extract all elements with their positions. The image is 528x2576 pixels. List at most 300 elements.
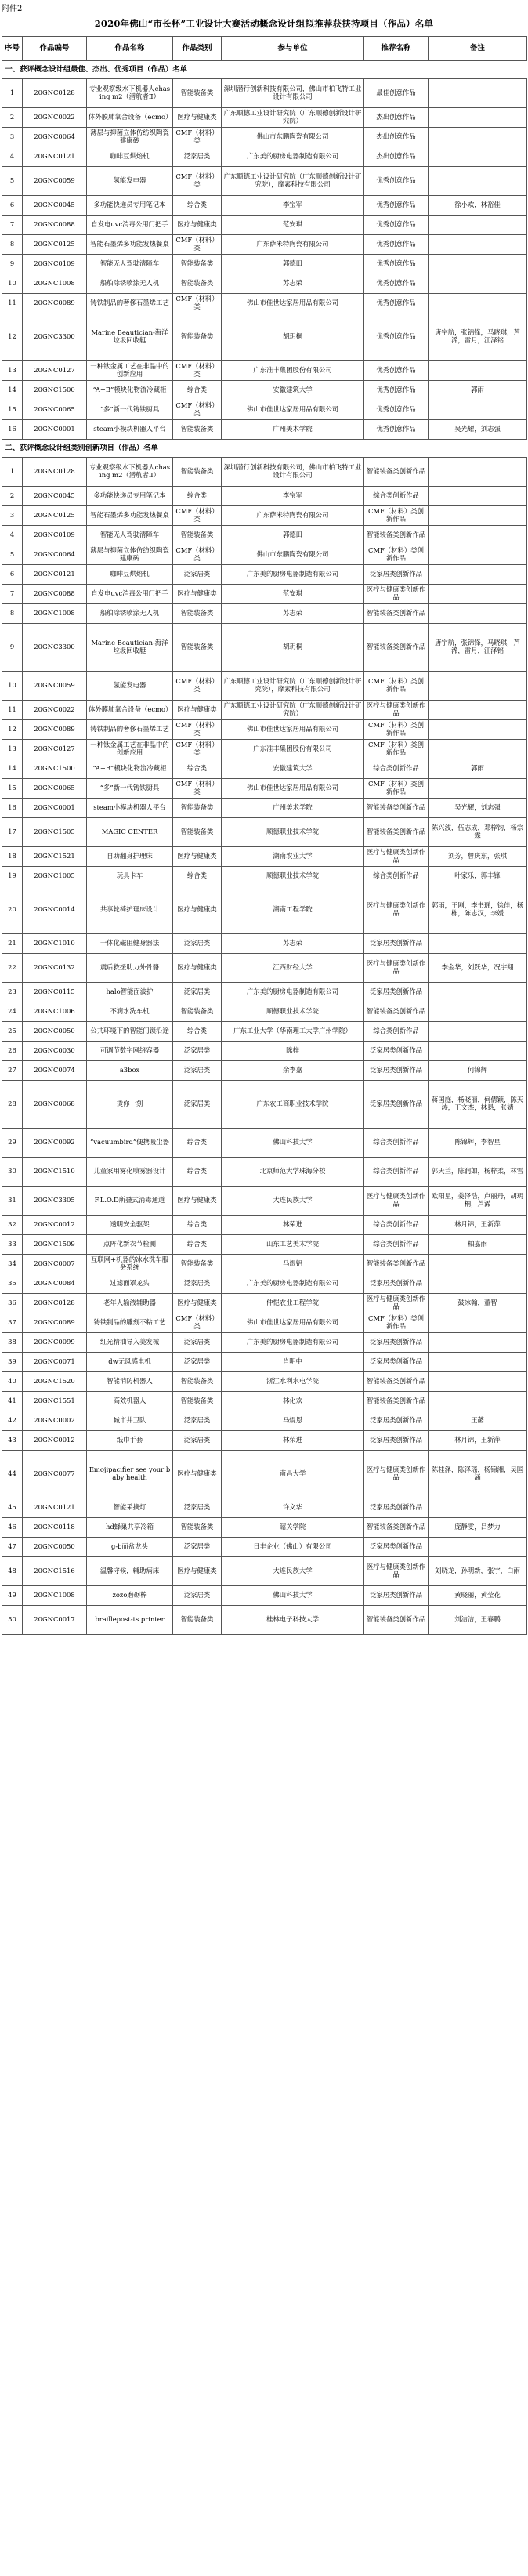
cell-category: 泛家居类 [173, 1411, 222, 1431]
table-row [2, 167, 527, 196]
cell-index: 43 [2, 1431, 23, 1451]
table-row [2, 526, 527, 545]
cell-category: 智能装备类 [173, 799, 222, 818]
cell-recommendation: 综合类创新作品 [364, 1022, 429, 1042]
cell-name: 玩具卡车 [87, 867, 173, 886]
cell-index: 34 [2, 1255, 23, 1274]
table-row [2, 1022, 527, 1042]
cell-recommendation: 杰出创意作品 [364, 108, 429, 128]
table-row [2, 420, 527, 440]
cell-code: 20GNC0089 [23, 720, 87, 740]
cell-organization: 广东萨米特陶瓷有限公司 [222, 235, 364, 255]
cell-recommendation: 优秀创意作品 [364, 381, 429, 400]
cell-remarks: 刘晓龙，孙明新，张宇，白雨 [429, 1557, 527, 1586]
cell-category: 泛家居类 [173, 983, 222, 1002]
cell-code: 20GNC0088 [23, 585, 87, 604]
cell-name: g-b面盆龙头 [87, 1538, 173, 1557]
cell-index: 12 [2, 313, 23, 361]
cell-organization: 林化欢 [222, 1392, 364, 1411]
cell-category: 医疗与健康类 [173, 701, 222, 720]
table-row [2, 128, 527, 147]
cell-remarks [429, 1372, 527, 1392]
cell-name: a3box [87, 1061, 173, 1081]
cell-index: 16 [2, 799, 23, 818]
table-row [2, 1333, 527, 1353]
table-row [2, 799, 527, 818]
cell-organization: 广东美的厨房电器制造有限公司 [222, 147, 364, 167]
cell-remarks: 何锦辉 [429, 1061, 527, 1081]
cell-code: 20GNC1008 [23, 604, 87, 624]
cell-recommendation: 综合类创新作品 [364, 1158, 429, 1187]
cell-name: 可调节数字网络容器 [87, 1042, 173, 1061]
cell-recommendation: 综合类创新作品 [364, 1216, 429, 1235]
cell-recommendation: 综合类创新作品 [364, 1129, 429, 1158]
cell-category: CMF（材料）类 [173, 545, 222, 565]
cell-index: 33 [2, 1235, 23, 1255]
cell-category: 医疗与健康类 [173, 216, 222, 235]
annex-label: 附件2 [2, 5, 23, 13]
table-row [2, 1187, 527, 1216]
cell-remarks [429, 167, 527, 196]
table-row [2, 1538, 527, 1557]
cell-remarks [429, 274, 527, 294]
cell-index: 13 [2, 361, 23, 381]
cell-category: 泛家居类 [173, 147, 222, 167]
cell-category: 泛家居类 [173, 1353, 222, 1372]
cell-organization: 佛山科技大学 [222, 1129, 364, 1158]
cell-code: 20GNC0022 [23, 108, 87, 128]
cell-category: 医疗与健康类 [173, 108, 222, 128]
cell-organization: 郭德田 [222, 255, 364, 274]
cell-name: dw无风感电机 [87, 1353, 173, 1372]
cell-recommendation: 泛家居类创新作品 [364, 1274, 429, 1294]
cell-index: 40 [2, 1372, 23, 1392]
table-row [2, 1255, 527, 1274]
cell-recommendation: 优秀创意作品 [364, 196, 429, 216]
cell-organization: 深圳潜行创新科技有限公司，佛山市柏飞特工业设计有限公司 [222, 458, 364, 487]
cell-index: 39 [2, 1353, 23, 1372]
cell-organization: 广东顺德工业设计研究院（广东顺德创新设计研究院） [222, 701, 364, 720]
table-row [2, 740, 527, 759]
cell-remarks: 陈锦辉，李智星 [429, 1129, 527, 1158]
cell-name: 一种钛金属工艺在非晶中的创新应用 [87, 361, 173, 381]
cell-category: 综合类 [173, 1158, 222, 1187]
cell-name: “多”新一代铸铁厨具 [87, 779, 173, 799]
cell-name: F.L.O.D所叠式消毒通道 [87, 1187, 173, 1216]
cell-index: 8 [2, 235, 23, 255]
cell-code: 20GNC0071 [23, 1353, 87, 1372]
cell-remarks [429, 1022, 527, 1042]
table-row [2, 604, 527, 624]
table-row [2, 585, 527, 604]
cell-remarks: 吴光耀，刘志强 [429, 420, 527, 440]
cell-code: 20GNC0074 [23, 1061, 87, 1081]
cell-recommendation: 泛家居类创新作品 [364, 1061, 429, 1081]
cell-code: 20GNC0109 [23, 255, 87, 274]
cell-remarks [429, 1274, 527, 1294]
cell-code: 20GNC0132 [23, 954, 87, 983]
cell-recommendation: 医疗与健康类创新作品 [364, 1451, 429, 1498]
cell-organization: 湖南工程学院 [222, 886, 364, 934]
cell-name: 氢能发电器 [87, 167, 173, 196]
cell-recommendation: 优秀创意作品 [364, 216, 429, 235]
cell-category: 智能装备类 [173, 1606, 222, 1635]
table-row [2, 274, 527, 294]
cell-name: 震后救援助力外骨骼 [87, 954, 173, 983]
cell-remarks [429, 506, 527, 526]
cell-code: 20GNC0065 [23, 779, 87, 799]
cell-recommendation: 优秀创意作品 [364, 294, 429, 313]
cell-category: 智能装备类 [173, 313, 222, 361]
cell-code: 20GNC0121 [23, 1498, 87, 1518]
cell-code: 20GNC0001 [23, 420, 87, 440]
cell-organization: 深圳潜行创新科技有限公司，佛山市柏飞特工业设计有限公司 [222, 79, 364, 108]
cell-recommendation: 医疗与健康类创新作品 [364, 701, 429, 720]
cell-code: 20GNC0115 [23, 983, 87, 1002]
cell-recommendation: CMF（材料）类创新作品 [364, 545, 429, 565]
cell-index: 3 [2, 128, 23, 147]
project-table [2, 36, 527, 1635]
cell-index: 10 [2, 274, 23, 294]
cell-category: 智能装备类 [173, 624, 222, 672]
cell-category: 智能装备类 [173, 604, 222, 624]
cell-remarks [429, 147, 527, 167]
table-row [2, 400, 527, 420]
cell-recommendation: 医疗与健康类创新作品 [364, 954, 429, 983]
cell-name: 船舶除锈喷涂无人机 [87, 604, 173, 624]
cell-remarks [429, 585, 527, 604]
cell-code: 20GNC0128 [23, 458, 87, 487]
cell-code: 20GNC1500 [23, 381, 87, 400]
cell-remarks [429, 1255, 527, 1274]
cell-recommendation: 综合类创新作品 [364, 867, 429, 886]
cell-category: CMF（材料）类 [173, 361, 222, 381]
table-row [2, 381, 527, 400]
cell-index: 23 [2, 983, 23, 1002]
cell-category: CMF（材料）类 [173, 720, 222, 740]
cell-recommendation: 智能装备类创新作品 [364, 526, 429, 545]
cell-recommendation: CMF（材料）类创新作品 [364, 779, 429, 799]
table-row [2, 506, 527, 526]
cell-remarks: 郭雨 [429, 759, 527, 779]
cell-code: 20GNC0128 [23, 79, 87, 108]
cell-name: 点阵化新衣节检测 [87, 1235, 173, 1255]
cell-code: 20GNC0017 [23, 1606, 87, 1635]
cell-category: 医疗与健康类 [173, 1451, 222, 1498]
cell-remarks [429, 216, 527, 235]
cell-index: 49 [2, 1586, 23, 1606]
cell-recommendation: CMF（材料）类创新作品 [364, 506, 429, 526]
cell-category: 综合类 [173, 1235, 222, 1255]
cell-remarks: 庞静雯，吕梦力 [429, 1518, 527, 1538]
cell-index: 16 [2, 420, 23, 440]
cell-name: MAGIC CENTER [87, 818, 173, 847]
cell-name: 智能无人驾驶清障车 [87, 255, 173, 274]
cell-index: 47 [2, 1538, 23, 1557]
cell-code: 20GNC1505 [23, 818, 87, 847]
cell-recommendation: 泛家居类创新作品 [364, 1353, 429, 1372]
cell-code: 20GNC1008 [23, 1586, 87, 1606]
cell-name: 船舶除锈喷涂无人机 [87, 274, 173, 294]
cell-category: CMF（材料）类 [173, 167, 222, 196]
cell-name: 智能石墨烯多功能发热餐桌 [87, 506, 173, 526]
cell-category: 综合类 [173, 1129, 222, 1158]
table-row [2, 79, 527, 108]
cell-remarks [429, 487, 527, 506]
cell-organization: 范安琪 [222, 216, 364, 235]
cell-name: “A+B”模块化物流冷藏柜 [87, 759, 173, 779]
table-row [2, 954, 527, 983]
cell-remarks [429, 294, 527, 313]
header-cell: 作品名称 [87, 37, 173, 61]
cell-remarks: 刘芳，曾庆东，张琪 [429, 847, 527, 867]
cell-recommendation: 医疗与健康类创新作品 [364, 585, 429, 604]
cell-name: Emojipacifier see your baby health [87, 1451, 173, 1498]
cell-code: 20GNC0022 [23, 701, 87, 720]
cell-recommendation: 智能装备类创新作品 [364, 799, 429, 818]
cell-recommendation: 优秀创意作品 [364, 313, 429, 361]
section-title: 二、获评概念设计组类别创新项目（作品）名单 [2, 440, 527, 458]
cell-index: 9 [2, 624, 23, 672]
cell-organization: 浙江水利水电学院 [222, 1372, 364, 1392]
cell-index: 31 [2, 1187, 23, 1216]
cell-category: 泛家居类 [173, 934, 222, 954]
cell-remarks [429, 720, 527, 740]
cell-name: 智能采摘灯 [87, 1498, 173, 1518]
cell-index: 19 [2, 867, 23, 886]
cell-recommendation: 医疗与健康类创新作品 [364, 847, 429, 867]
cell-organization: 马焜恩 [222, 1411, 364, 1431]
table-row [2, 1498, 527, 1518]
cell-remarks [429, 255, 527, 274]
cell-index: 17 [2, 818, 23, 847]
cell-name: 过滤面罩龙头 [87, 1274, 173, 1294]
cell-code: 20GNC0109 [23, 526, 87, 545]
cell-category: 智能装备类 [173, 526, 222, 545]
table-row [2, 818, 527, 847]
cell-remarks [429, 1042, 527, 1061]
cell-code: 20GNC0045 [23, 196, 87, 216]
cell-organization: 顺德职业技术学院 [222, 867, 364, 886]
cell-code: 20GNC1516 [23, 1557, 87, 1586]
table-row [2, 565, 527, 585]
cell-recommendation: 智能装备类创新作品 [364, 458, 429, 487]
cell-name: 智能消防机器人 [87, 1372, 173, 1392]
cell-category: 综合类 [173, 381, 222, 400]
table-row [2, 294, 527, 313]
cell-code: 20GNC1520 [23, 1372, 87, 1392]
cell-name: 自发电uvc消毒公用门把手 [87, 585, 173, 604]
cell-code: 20GNC0125 [23, 235, 87, 255]
cell-code: 20GNC1509 [23, 1235, 87, 1255]
cell-organization: 北京师范大学珠海分校 [222, 1158, 364, 1187]
cell-index: 22 [2, 954, 23, 983]
cell-code: 20GNC0127 [23, 361, 87, 381]
table-row [2, 255, 527, 274]
cell-name: 老年人输液辅助器 [87, 1294, 173, 1313]
cell-recommendation: 泛家居类创新作品 [364, 934, 429, 954]
cell-category: 智能装备类 [173, 1002, 222, 1022]
table-row [2, 847, 527, 867]
cell-organization: 佛山科技大学 [222, 1586, 364, 1606]
cell-index: 38 [2, 1333, 23, 1353]
cell-code: 20GNC0077 [23, 1451, 87, 1498]
cell-index: 20 [2, 886, 23, 934]
cell-code: 20GNC1010 [23, 934, 87, 954]
cell-remarks [429, 458, 527, 487]
cell-category: CMF（材料）类 [173, 294, 222, 313]
cell-index: 13 [2, 740, 23, 759]
cell-category: 综合类 [173, 1216, 222, 1235]
cell-index: 26 [2, 1042, 23, 1061]
cell-index: 15 [2, 779, 23, 799]
cell-recommendation: 泛家居类创新作品 [364, 1498, 429, 1518]
cell-code: 20GNC1510 [23, 1158, 87, 1187]
table-row [2, 720, 527, 740]
table-row [2, 1002, 527, 1022]
cell-code: 20GNC0088 [23, 216, 87, 235]
table-row [2, 1216, 527, 1235]
cell-organization: 陈梓 [222, 1042, 364, 1061]
cell-code: 20GNC1006 [23, 1002, 87, 1022]
cell-recommendation: 泛家居类创新作品 [364, 1042, 429, 1061]
table-row [2, 934, 527, 954]
cell-recommendation: 泛家居类创新作品 [364, 1538, 429, 1557]
cell-category: 智能装备类 [173, 1372, 222, 1392]
cell-recommendation: 智能装备类创新作品 [364, 1392, 429, 1411]
cell-code: 20GNC1521 [23, 847, 87, 867]
cell-name: 多功能快递员专用笔记本 [87, 487, 173, 506]
cell-index: 11 [2, 701, 23, 720]
table-row [2, 216, 527, 235]
table-row [2, 458, 527, 487]
cell-organization: 安徽建筑大学 [222, 759, 364, 779]
cell-remarks [429, 740, 527, 759]
table-row [2, 1586, 527, 1606]
cell-index: 6 [2, 565, 23, 585]
cell-recommendation: 智能装备类创新作品 [364, 818, 429, 847]
cell-organization: 顺德职业技术学院 [222, 818, 364, 847]
cell-organization: 桂林电子科技大学 [222, 1606, 364, 1635]
cell-remarks [429, 400, 527, 420]
cell-recommendation: 综合类创新作品 [364, 487, 429, 506]
cell-category: 智能装备类 [173, 255, 222, 274]
cell-organization: 佛山市佳世达家居用品有限公司 [222, 400, 364, 420]
cell-recommendation: 智能装备类创新作品 [364, 624, 429, 672]
table-row [2, 1353, 527, 1372]
cell-category: 综合类 [173, 487, 222, 506]
cell-code: 20GNC1008 [23, 274, 87, 294]
cell-index: 18 [2, 847, 23, 867]
table-row [2, 1431, 527, 1451]
table-row [2, 779, 527, 799]
cell-remarks: 王菡 [429, 1411, 527, 1431]
cell-category: 智能装备类 [173, 274, 222, 294]
table-row [2, 361, 527, 381]
cell-index: 50 [2, 1606, 23, 1635]
cell-recommendation: 智能装备类创新作品 [364, 1518, 429, 1538]
cell-name: 互联网+机器的冰水洗车服务系统 [87, 1255, 173, 1274]
cell-remarks: 唐宇航，张锦锋，马晓琪，芦浠，雷月，江泽铭 [429, 313, 527, 361]
section-header-row [2, 440, 527, 458]
cell-name: 体外膜肺氧合设备（ecmo） [87, 108, 173, 128]
cell-remarks [429, 79, 527, 108]
cell-code: 20GNC0127 [23, 740, 87, 759]
cell-name: 智能无人驾驶清障车 [87, 526, 173, 545]
cell-category: 医疗与健康类 [173, 1187, 222, 1216]
cell-name: 烫你一刻 [87, 1081, 173, 1129]
cell-organization: 广东顺德工业设计研究院（广东顺德创新设计研究院），摩素科技有限公司 [222, 167, 364, 196]
cell-remarks: 陈桂泽，陈泽瑶，杨锦湘，吴国涵 [429, 1451, 527, 1498]
cell-index: 9 [2, 255, 23, 274]
cell-index: 36 [2, 1294, 23, 1313]
cell-index: 21 [2, 934, 23, 954]
cell-recommendation: 智能装备类创新作品 [364, 1606, 429, 1635]
cell-name: 专业观察级水下机器人chasing m2（潜航者Ⅱ） [87, 458, 173, 487]
cell-name: 不滴水洗车机 [87, 1002, 173, 1022]
cell-code: 20GNC0012 [23, 1216, 87, 1235]
cell-remarks [429, 1353, 527, 1372]
cell-recommendation: 优秀创意作品 [364, 420, 429, 440]
cell-name: 多功能快递员专用笔记本 [87, 196, 173, 216]
cell-index: 46 [2, 1518, 23, 1538]
cell-organization: 李宝军 [222, 487, 364, 506]
cell-name: 一体化磁阻健身器法 [87, 934, 173, 954]
cell-index: 7 [2, 216, 23, 235]
header-cell: 序号 [2, 37, 23, 61]
cell-code: 20GNC0089 [23, 294, 87, 313]
table-row [2, 313, 527, 361]
cell-index: 24 [2, 1002, 23, 1022]
cell-name: “vacuumbird”便携吸尘器 [87, 1129, 173, 1158]
cell-organization: 广东美的厨房电器制造有限公司 [222, 1333, 364, 1353]
cell-recommendation: 泛家居类创新作品 [364, 1431, 429, 1451]
cell-name: 温馨守候，辅助病床 [87, 1557, 173, 1586]
cell-index: 7 [2, 585, 23, 604]
cell-name: zozo磨砺棒 [87, 1586, 173, 1606]
cell-index: 29 [2, 1129, 23, 1158]
cell-recommendation: 优秀创意作品 [364, 235, 429, 255]
cell-category: CMF（材料）类 [173, 400, 222, 420]
cell-index: 2 [2, 487, 23, 506]
cell-name: Marine Beautician-海洋垃圾回收艇 [87, 313, 173, 361]
cell-name: 透明安全驱架 [87, 1216, 173, 1235]
cell-organization: 余李嘉 [222, 1061, 364, 1081]
cell-remarks [429, 1002, 527, 1022]
cell-index: 4 [2, 526, 23, 545]
cell-index: 37 [2, 1313, 23, 1333]
cell-index: 44 [2, 1451, 23, 1498]
cell-remarks: 叶家乐，郭丰锋 [429, 867, 527, 886]
cell-name: 儿童家用雾化喷雾器设计 [87, 1158, 173, 1187]
cell-organization: 佛山市佳世达家居用品有限公司 [222, 720, 364, 740]
cell-name: 自发电uvc消毒公用门把手 [87, 216, 173, 235]
cell-category: 医疗与健康类 [173, 1294, 222, 1313]
cell-category: 泛家居类 [173, 1586, 222, 1606]
table-row [2, 672, 527, 701]
cell-organization: 佛山市佳世达家居用品有限公司 [222, 779, 364, 799]
cell-remarks: 柏嘉雨 [429, 1235, 527, 1255]
cell-category: 智能装备类 [173, 79, 222, 108]
cell-organization: 南昌大学 [222, 1451, 364, 1498]
cell-code: 20GNC0002 [23, 1411, 87, 1431]
cell-index: 12 [2, 720, 23, 740]
cell-remarks [429, 545, 527, 565]
cell-organization: 广东萨米特陶瓷有限公司 [222, 506, 364, 526]
cell-category: CMF（材料）类 [173, 128, 222, 147]
cell-index: 14 [2, 759, 23, 779]
cell-organization: 肖明中 [222, 1353, 364, 1372]
